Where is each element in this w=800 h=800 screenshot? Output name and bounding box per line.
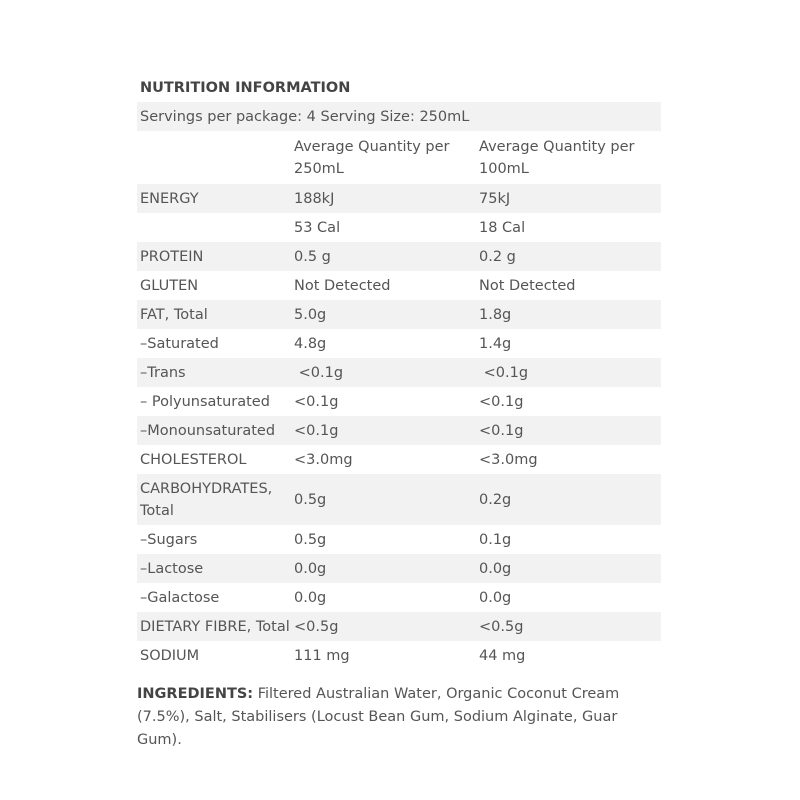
table-row — [137, 416, 661, 445]
table-row — [137, 525, 661, 554]
row-per-100: <3.0mg — [479, 451, 538, 468]
row-per-100: <0.1g — [476, 358, 661, 387]
header-row — [137, 131, 661, 184]
header-blank — [137, 131, 291, 184]
ingredients-label: INGREDIENTS: — [137, 686, 254, 702]
row-per-100: 18 Cal — [479, 219, 526, 236]
table-row — [137, 184, 661, 213]
row-label: FAT, Total — [137, 300, 291, 329]
row-label — [137, 213, 291, 242]
ingredients-text — [137, 683, 661, 752]
row-label: CHOLESTEROL — [140, 451, 247, 468]
row-per-100: <0.5g — [476, 612, 661, 641]
row-per-250: <3.0mg — [294, 451, 353, 468]
row-per-100: 0.2g — [476, 474, 661, 525]
row-per-250: 188kJ — [291, 184, 476, 213]
row-label: –Trans — [137, 358, 291, 387]
servings-text: Servings per package: 4 Serving Size: 250mL — [137, 102, 661, 131]
row-per-250: 5.0g — [291, 300, 476, 329]
page-title: NUTRITION INFORMATION — [140, 80, 351, 96]
table-row — [137, 213, 661, 242]
row-per-250: 0.0g — [294, 589, 327, 606]
row-per-250: <0.5g — [291, 612, 476, 641]
row-per-100: 75kJ — [476, 184, 661, 213]
row-per-250: <0.1g — [291, 358, 476, 387]
nutrition-table — [137, 102, 661, 670]
row-label: – Polyunsaturated — [140, 393, 270, 410]
row-label: PROTEIN — [137, 242, 291, 271]
table-row — [137, 358, 661, 387]
row-per-100: 1.4g — [479, 335, 512, 352]
table-row — [137, 387, 661, 416]
row-per-100: 0.0g — [479, 589, 512, 606]
row-per-250: 0.5g — [294, 531, 327, 548]
row-label: –Galactose — [140, 589, 220, 606]
ingredients-list: Filtered Australian Water, Organic Coconut Cream (7.5%), Salt, Stabilisers (Locust Bean Gum, Sodium Alginate, Guar Gum). — [137, 686, 620, 748]
row-per-100: <0.1g — [476, 416, 661, 445]
row-per-250: 53 Cal — [294, 219, 341, 236]
row-label: DIETARY FIBRE, Total — [137, 612, 291, 641]
row-label: –Monounsaturated — [137, 416, 291, 445]
row-per-100: 0.1g — [479, 531, 512, 548]
nutrition-panel — [137, 78, 661, 752]
table-row — [137, 300, 661, 329]
row-per-250: <0.1g — [291, 416, 476, 445]
row-per-250: 0.5g — [291, 474, 476, 525]
table-row — [137, 554, 661, 583]
row-label: –Saturated — [140, 335, 219, 352]
row-per-100: <0.1g — [479, 393, 524, 410]
row-label: –Sugars — [140, 531, 198, 548]
table-row — [137, 474, 661, 525]
row-per-250: 0.5 g — [291, 242, 476, 271]
table-row — [137, 612, 661, 641]
row-per-100: 44 mg — [479, 647, 526, 664]
row-label: SODIUM — [140, 647, 200, 664]
row-label: CARBOHYDRATES, Total — [137, 474, 291, 525]
row-per-100: 0.2 g — [476, 242, 661, 271]
table-row — [137, 583, 661, 612]
row-per-250: 111 mg — [294, 647, 350, 664]
row-per-250: Not Detected — [294, 277, 391, 294]
header-per-250: Average Quantity per 250mL — [294, 138, 450, 177]
row-label: GLUTEN — [140, 277, 199, 294]
row-per-250: 0.0g — [291, 554, 476, 583]
header-per-100: Average Quantity per 100mL — [479, 138, 635, 177]
servings-row — [137, 102, 661, 131]
table-row — [137, 242, 661, 271]
row-per-100: 1.8g — [476, 300, 661, 329]
row-per-250: 4.8g — [294, 335, 327, 352]
row-per-100: Not Detected — [479, 277, 576, 294]
row-per-100: 0.0g — [476, 554, 661, 583]
table-row — [137, 329, 661, 358]
table-row — [137, 641, 661, 670]
table-row — [137, 445, 661, 474]
row-label: ENERGY — [137, 184, 291, 213]
table-row — [137, 271, 661, 300]
row-per-250: <0.1g — [294, 393, 339, 410]
row-label: –Lactose — [137, 554, 291, 583]
